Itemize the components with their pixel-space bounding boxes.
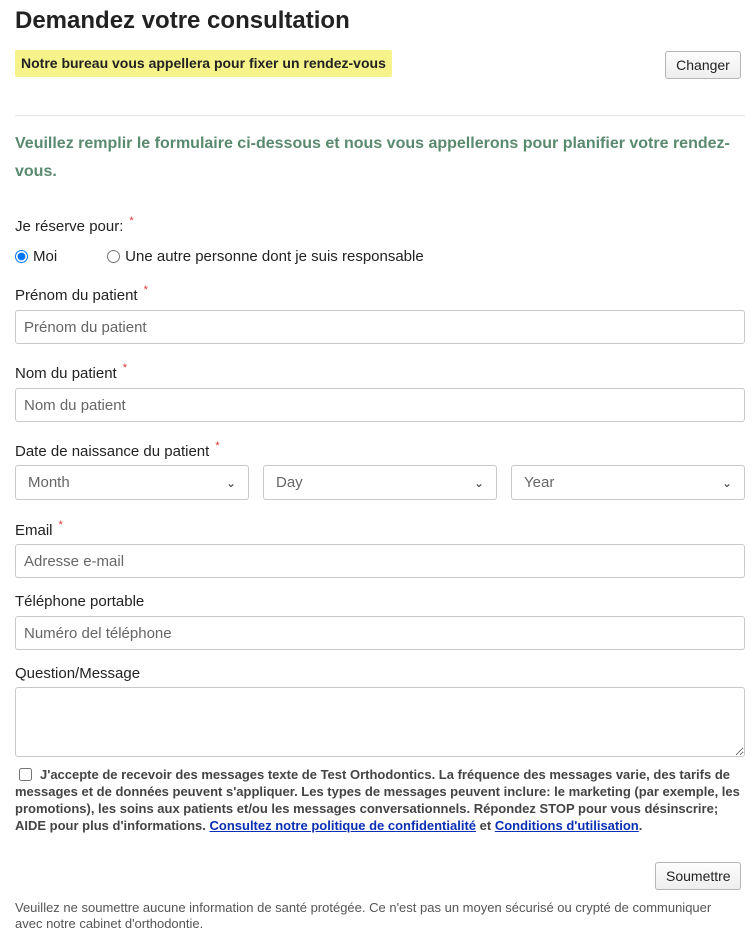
phone-input[interactable]: [15, 616, 745, 650]
required-mark: *: [129, 215, 134, 227]
dob-year-select[interactable]: Year ⌄: [511, 465, 745, 500]
divider: [15, 115, 745, 116]
chevron-down-icon: ⌄: [225, 475, 236, 490]
booking-options: [15, 248, 424, 265]
message-textarea[interactable]: [15, 687, 745, 757]
radio-other[interactable]: [107, 250, 120, 263]
required-mark: *: [58, 519, 63, 531]
callback-notice: Notre bureau vous appellera pour fixer un rendez-vous: [15, 50, 392, 77]
chevron-down-icon: ⌄: [721, 475, 732, 490]
first-name-label: Prénom du patient *: [15, 284, 148, 304]
dob-label: Date de naissance du patient *: [15, 440, 220, 460]
form-intro: Veuillez remplir le formulaire ci-dessous et nous vous appellerons pour planifier votre rendez-vous.: [15, 135, 730, 180]
booking-label: Je réserve pour: *: [15, 215, 134, 235]
page-title: Demandez votre consultation: [15, 7, 350, 34]
required-mark: *: [215, 440, 220, 452]
dob-month-select[interactable]: Month ⌄: [15, 465, 249, 500]
sms-consent-checkbox[interactable]: [19, 768, 32, 781]
privacy-policy-link[interactable]: Consultez notre politique de confidentialité: [209, 818, 477, 833]
phi-warning: Veuillez ne soumettre aucune information de santé protégée. Ce n'est pas un moyen sécurisé ou crypté de communiquer avec notre cabinet d'orthodontie.: [15, 900, 712, 931]
submit-button[interactable]: Soumettre: [655, 862, 741, 890]
terms-link[interactable]: Conditions d'utilisation: [494, 818, 639, 833]
last-name-label: Nom du patient *: [15, 362, 128, 382]
dob-day-select[interactable]: Day ⌄: [263, 465, 497, 500]
last-name-input[interactable]: [15, 388, 745, 422]
chevron-down-icon: ⌄: [473, 475, 484, 490]
required-mark: *: [143, 284, 148, 296]
email-label: Email *: [15, 519, 63, 539]
radio-option-other[interactable]: Une autre personne dont je suis responsable: [107, 248, 424, 265]
message-label: Question/Message: [15, 665, 141, 682]
email-input[interactable]: [15, 544, 745, 578]
radio-self[interactable]: [15, 250, 28, 263]
radio-option-self[interactable]: Moi: [15, 248, 57, 265]
required-mark: *: [122, 362, 128, 374]
sms-consent: J'accepte de recevoir des messages texte de Test Orthodontics. La fréquence des messages varie, des tarifs de messages et de données peuvent s'appliquer. Les types de messages peuvent inclure: le marketing (par exemple, les promotions), les soins aux patients et/ou les messages conversationnels. Répondez STOP pour vous désinscrire; AIDE pour plus d'informations. Consultez notre politique de confidentialité et Conditions d'utilisation.: [15, 767, 740, 833]
change-button[interactable]: Changer: [665, 51, 741, 79]
phone-label: Téléphone portable: [15, 593, 145, 610]
first-name-input[interactable]: [15, 310, 745, 344]
